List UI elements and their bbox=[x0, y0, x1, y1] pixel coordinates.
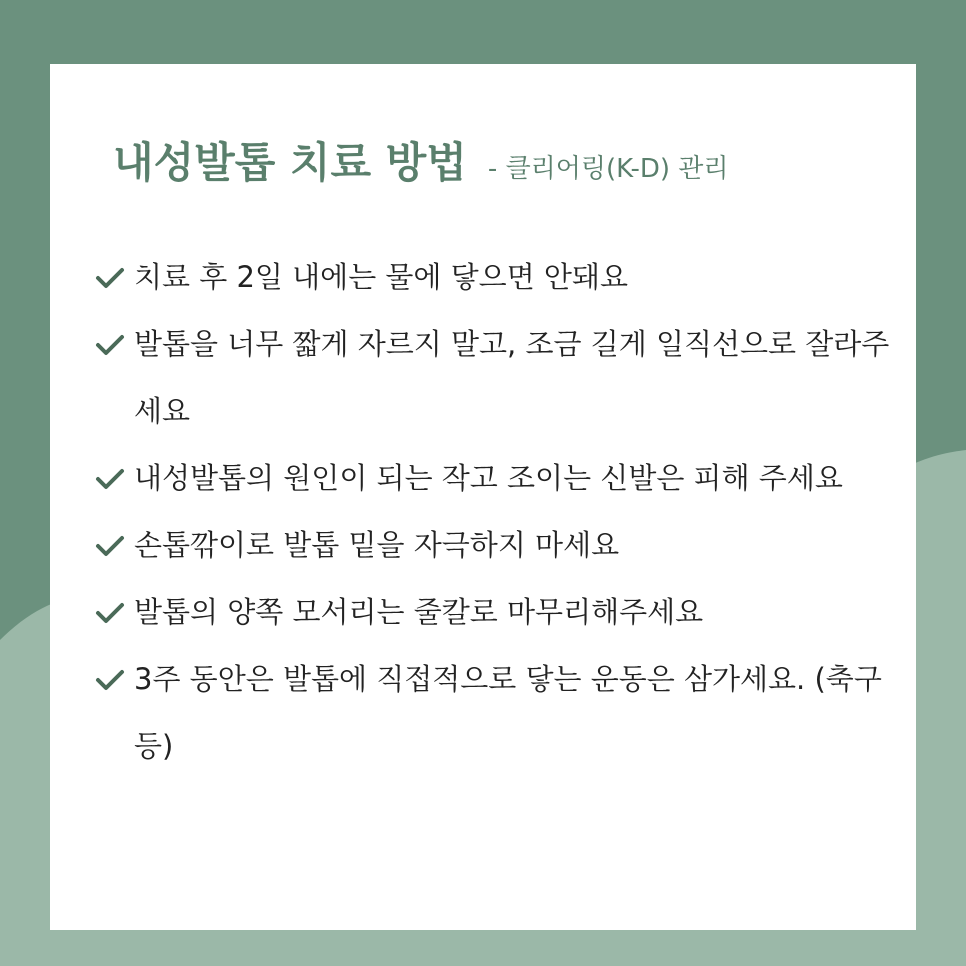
list-item bbox=[90, 311, 890, 445]
title-row bbox=[113, 130, 729, 190]
tip-text: 발톱의 양쪽 모서리는 줄칼로 마무리해주세요 bbox=[134, 595, 704, 629]
list-item bbox=[90, 512, 890, 579]
check-icon bbox=[95, 333, 125, 357]
content-card bbox=[50, 64, 916, 930]
list-item bbox=[90, 445, 890, 512]
list-item bbox=[90, 646, 890, 780]
check-icon bbox=[95, 668, 125, 692]
tip-text: 발톱을 너무 짧게 자르지 말고, 조금 길게 일직선으로 잘라주세요 bbox=[134, 327, 890, 428]
list-item bbox=[90, 579, 890, 646]
tip-text: 내성발톱의 원인이 되는 작고 조이는 신발은 피해 주세요 bbox=[134, 461, 843, 495]
check-icon bbox=[95, 601, 125, 625]
page-title: 내성발톱 치료 방법 bbox=[113, 138, 467, 187]
page-subtitle: - 클리어링(K-D) 관리 bbox=[487, 154, 729, 184]
tip-text: 손톱깎이로 발톱 밑을 자극하지 마세요 bbox=[134, 528, 620, 562]
tip-text: 치료 후 2일 내에는 물에 닿으면 안돼요 bbox=[134, 260, 628, 294]
tips-list bbox=[90, 244, 890, 780]
tip-text: 3주 동안은 발톱에 직접적으로 닿는 운동은 삼가세요. (축구 등) bbox=[134, 662, 882, 763]
list-item bbox=[90, 244, 890, 311]
check-icon bbox=[95, 534, 125, 558]
check-icon bbox=[95, 467, 125, 491]
check-icon bbox=[95, 266, 125, 290]
